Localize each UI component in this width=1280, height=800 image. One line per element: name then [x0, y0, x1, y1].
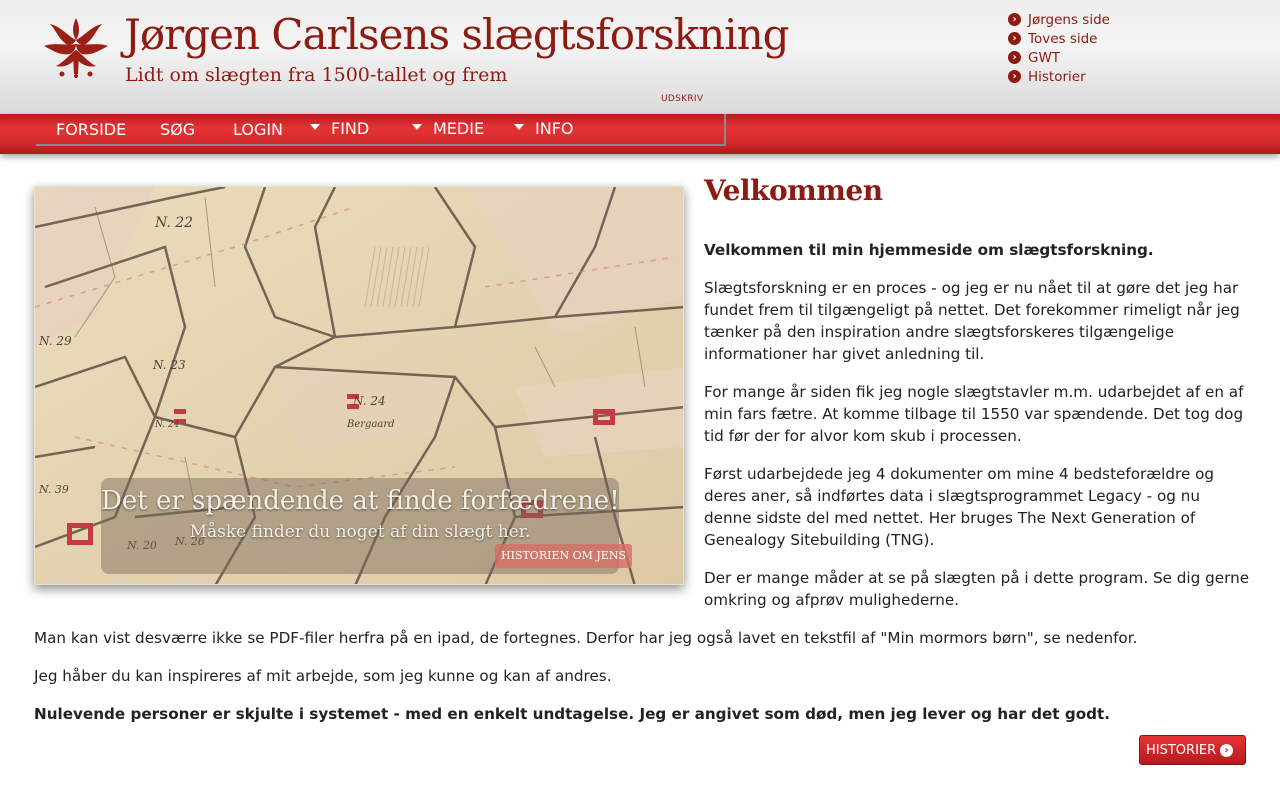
nav-forside[interactable]: FORSIDE	[56, 120, 127, 139]
top-link-label[interactable]: Toves side	[1028, 30, 1098, 47]
site-title: Jørgen Carlsens slægtsforskning	[124, 10, 789, 59]
map-label: Bergaard	[347, 419, 395, 430]
historier-button-label: HISTORIER	[1146, 742, 1217, 758]
top-links	[1008, 10, 1110, 86]
map-label: N. 22	[155, 215, 194, 231]
nav-sog[interactable]: SØG	[160, 120, 196, 139]
paragraph-6: Jeg håber du kan inspireres af mit arbejde, som jeg kunne og kan af andres.	[34, 667, 612, 685]
slideshow[interactable]	[34, 186, 684, 585]
top-link-gwt[interactable]	[1008, 48, 1110, 67]
map-label: N. 23	[153, 358, 186, 372]
top-link-toves-side[interactable]	[1008, 29, 1110, 48]
caret-down-icon[interactable]	[412, 124, 422, 130]
top-link-label[interactable]: Jørgens side	[1028, 11, 1110, 28]
map-label: N. 39	[39, 483, 69, 496]
site-header	[0, 0, 1280, 114]
nav-medie[interactable]: MEDIE	[433, 119, 485, 138]
welcome-heading: Velkommen	[704, 174, 883, 207]
ornament-logo-icon[interactable]	[42, 14, 110, 78]
main-nav	[0, 114, 1280, 154]
map-label: N. 26	[175, 535, 205, 548]
historier-button[interactable]	[1139, 735, 1246, 765]
top-link-label[interactable]: GWT	[1028, 49, 1061, 66]
paragraph-4: Der er mange måder at se på slægten på i dette program. Se dig gerne omkring og afprøv mulighederne.	[704, 569, 1250, 609]
nav-info[interactable]: INFO	[535, 119, 574, 138]
nav-login[interactable]: LOGIN	[233, 120, 284, 139]
top-link-jorgens-side[interactable]	[1008, 10, 1110, 29]
historien-om-jens-button[interactable]: HISTORIEN OM JENS	[495, 544, 632, 568]
intro-paragraph: Velkommen til min hjemmeside om slægtsforskning.	[704, 241, 1154, 259]
slide-caption-title: Det er spændende at finde forfædrene!	[101, 486, 620, 516]
caret-down-icon[interactable]	[514, 124, 524, 130]
paragraph-2: For mange år siden fik jeg nogle slægtstavler m.m. udarbejdet af en af min fars fætre. At komme tilbage til 1550 var spændende. Det tog dog tid før der for alvor kom skub i processen.	[704, 383, 1244, 445]
top-link-historier[interactable]	[1008, 67, 1110, 86]
circle-arrow-right-icon: ›	[1220, 744, 1233, 757]
paragraph-3: Først udarbejdede jeg 4 dokumenter om mine 4 bedsteforældre og deres aner, så indførtes data i slægtsprogrammet Legacy - og nu denne sidste del med nettet. Her bruges The Next Generation of Genealogy Sitebuilding (TNG).	[704, 465, 1215, 549]
nav-find[interactable]: FIND	[331, 119, 370, 138]
slide-caption	[101, 478, 626, 574]
print-link[interactable]: UDSKRIV	[661, 94, 704, 104]
map-label: N. 24	[155, 420, 180, 430]
circle-arrow-right-icon: ›	[1008, 32, 1021, 45]
map-label: N. 20	[127, 539, 157, 552]
map-label: N. 24	[353, 394, 386, 408]
site-subtitle: Lidt om slægten fra 1500-tallet og frem	[125, 64, 508, 86]
slide-caption-subtitle: Måske finder du noget af din slægt her.	[189, 522, 531, 542]
top-link-label[interactable]: Historier	[1028, 68, 1086, 85]
circle-arrow-right-icon: ›	[1008, 51, 1021, 64]
nav-inner	[36, 114, 726, 146]
caret-down-icon[interactable]	[310, 124, 320, 130]
paragraph-5: Man kan vist desværre ikke se PDF-filer herfra på en ipad, de fortegnes. Derfor har jeg også lavet en tekstfil af "Min mormors børn", se nedenfor.	[34, 629, 1138, 647]
notice-paragraph: Nulevende personer er skjulte i systemet - med en enkelt undtagelse. Jeg er angivet som død, men jeg lever og har det godt.	[34, 705, 1111, 723]
map-label: N. 29	[39, 334, 72, 348]
circle-arrow-right-icon: ›	[1008, 70, 1021, 83]
paragraph-1: Slægtsforskning er en proces - og jeg er nu nået til at gøre det jeg har fundet frem til tilgængeligt på nettet. Det forekommer rimeligt når jeg tænker på den inspiration andre slægtsforskeres tilgængelige informationer har givet anledning til.	[704, 279, 1240, 363]
circle-arrow-right-icon: ›	[1008, 13, 1021, 26]
